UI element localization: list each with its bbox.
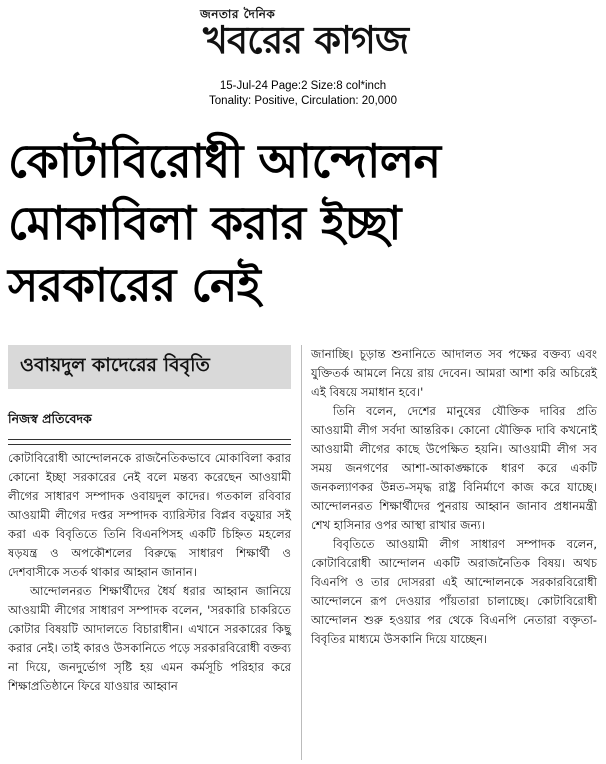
article-byline: নিজস্ব প্রতিবেদক bbox=[8, 411, 92, 426]
column-separator bbox=[301, 345, 302, 760]
headline-line: কোটাবিরোধী আন্দোলন bbox=[8, 134, 441, 188]
article-paragraph: কোটাবিরোধী আন্দোলনকে রাজনৈতিকভাবে মোকাবিলা করার কোনো ইচ্ছা সরকারের নেই বলে মন্তব্য করেছেন আওয়ামী লীগের সাধারণ সম্পাদক ওবায়দুল কাদের। গতকাল রবিবার আওয়ামী লীগের দপ্তর সম্পাদক ব্যারিস্টার বিপ্লব বড়ুয়ার সই করা এক বিবৃতিতে তিনি বিএনপিসহ একটি চিহ্নিত মহলের ষড়যন্ত্র ও অপকৌশলের বিরুদ্ধে সাধারণ শিক্ষার্থী ও দেশবাসীকে সতর্ক থাকার আহ্বান জানান। bbox=[8, 451, 291, 579]
article-column-right bbox=[311, 345, 597, 649]
headline-line: মোকাবিলা করার ইচ্ছা bbox=[8, 196, 401, 250]
article-column-left bbox=[8, 345, 291, 696]
article-headline bbox=[8, 130, 598, 316]
article-paragraph: তিনি বলেন, দেশের মানুষের যৌক্তিক দাবির প্রতি আওয়ামী লীগ সর্বদা আন্তরিক। কোনো যৌক্তিক দাবি কখনোই আওয়ামী লীগের কাছে উপেক্ষিত হয়নি। আওয়ামী লীগ সব সময় জনগণের আশা-আকাঙ্ক্ষাকে ধারণ করে একটি জনকল্যাণকর উন্নত-সমৃদ্ধ রাষ্ট্র বিনির্মাণে কাজ করে যাচ্ছে। আন্দোলনরত শিক্ষার্থীদের পুনরায় আহ্বান জানাব প্রধানমন্ত্রী শেখ হাসিনার ওপর আস্থা রাখার জন্য। bbox=[311, 404, 597, 532]
headline-line: সরকারের নেই bbox=[8, 258, 261, 312]
clipping-meta-line1: 15-Jul-24 Page:2 Size:8 col*inch bbox=[219, 80, 387, 92]
article-paragraph: বিবৃতিতে আওয়ামী লীগ সাধারণ সম্পাদক বলেন, কোটাবিরোধী আন্দোলন একটি অরাজনৈতিক বিষয়। অথচ বিএনপি ও তার দোসররা এই আন্দোলনকে সরকারবিরোধী আন্দোলনে রূপ দেওয়ার পাঁয়তারা চালাচ্ছে। কোটাবিরোধী আন্দোলন শুরু হওয়ার পর থেকে বিএনপি নেতারা বক্তৃতা-বিবৃতির মাধ্যমে উসকানি দিয়ে যাচ্ছেন। bbox=[311, 537, 597, 646]
masthead-tagline: জনতার দৈনিক bbox=[200, 7, 276, 21]
article-subhead: ওবায়দুল কাদেরের বিবৃতি bbox=[8, 345, 291, 389]
divider bbox=[8, 444, 291, 445]
divider bbox=[8, 439, 291, 440]
article-paragraph: জানাচ্ছি। চূড়ান্ত শুনানিতে আদালত সব পক্ষের বক্তব্য এবং যুক্তিতর্ক আমলে নিয়ে রায় দেবেন। আমরা আশা করি অচিরেই এই বিষয়ে সমাধান হবে।' bbox=[311, 347, 597, 399]
newspaper-logo: খবরের কাগজ bbox=[203, 18, 408, 62]
clipping-meta-line2: Tonality: Positive, Circulation: 20,000 bbox=[209, 95, 397, 107]
article-paragraph: আন্দোলনরত শিক্ষার্থীদের ধৈর্য ধরার আহ্বান জানিয়ে আওয়ামী লীগের সাধারণ সম্পাদক বলেন, 'সরকারি চাকরিতে কোটার বিষয়টি আদালতে বিচারাধীন। এখানে সরকারের কিছু করার নেই। তাই কারও উসকানিতে পড়ে সরকারবিরোধী বক্তব্য না দিয়ে, জনদুর্ভোগ সৃষ্টি হয় এমন কর্মসূচি পরিহার করে শিক্ষাপ্রতিষ্ঠানে ফিরে যাওয়ার আহ্বান bbox=[8, 584, 291, 693]
